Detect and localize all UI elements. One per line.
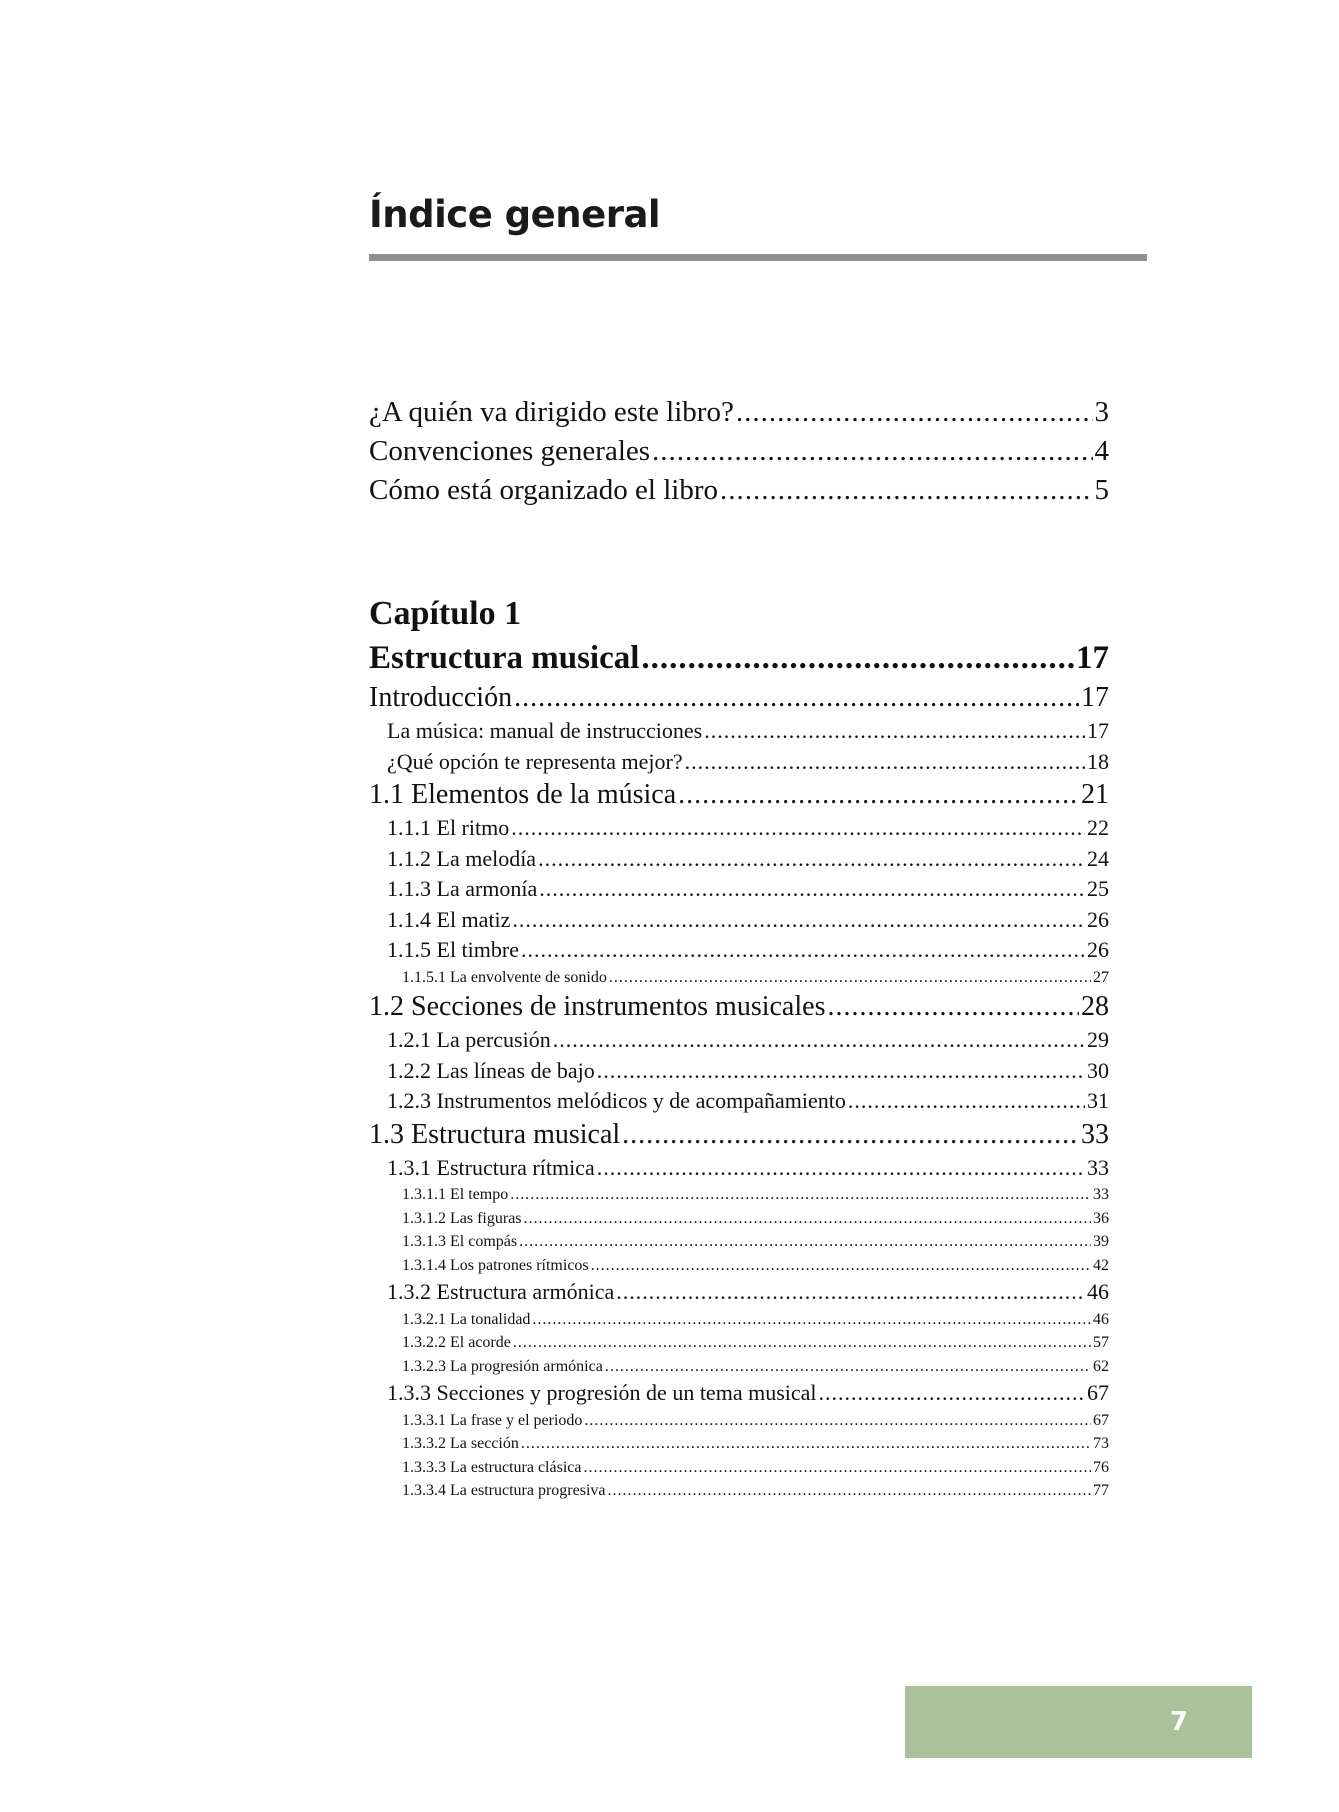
dot-leader (607, 1479, 1091, 1503)
toc-entry-page: 36 (1093, 1209, 1109, 1227)
toc-entry-conventions[interactable] (369, 432, 1109, 471)
toc-entry-page: 17 (1087, 718, 1109, 743)
toc-entry[interactable] (369, 1432, 1109, 1456)
dot-leader (605, 1355, 1091, 1379)
toc-entry-label: 1.3.1.1 El tempo (402, 1186, 509, 1203)
toc-entry-page: 29 (1087, 1027, 1109, 1052)
toc-entry-page: 77 (1093, 1482, 1109, 1499)
dot-leader (720, 471, 1093, 510)
toc-entry-label: 1.1.5 El timbre (387, 937, 519, 962)
toc-entry-page: 31 (1087, 1088, 1109, 1113)
toc-entry[interactable] (369, 1117, 1109, 1153)
toc-entry-page: 27 (1093, 968, 1109, 986)
toc-entry[interactable] (369, 1378, 1109, 1409)
dot-leader (597, 1153, 1085, 1184)
dot-leader (827, 989, 1079, 1025)
toc-entry-page: 33 (1087, 1154, 1109, 1180)
chapter-page: 17 (1076, 640, 1109, 676)
toc-entry[interactable] (369, 680, 1109, 716)
front-matter-list (369, 393, 1109, 510)
toc-entry-page: 26 (1087, 937, 1109, 962)
toc-entry-page: 62 (1093, 1357, 1109, 1375)
dot-leader (521, 935, 1085, 966)
toc-entry-page: 73 (1093, 1435, 1109, 1452)
toc-entry-label: 1.3.1.2 Las figuras (402, 1209, 522, 1227)
dot-leader (685, 747, 1085, 778)
dot-leader (524, 1207, 1091, 1231)
toc-entry[interactable] (369, 1230, 1109, 1254)
toc-entry[interactable] (369, 1254, 1109, 1278)
dot-leader (622, 1117, 1079, 1153)
toc-entry-label: 1.2.2 Las líneas de bajo (387, 1057, 595, 1083)
dot-leader (616, 1277, 1085, 1308)
toc-entry-page: 67 (1087, 1380, 1109, 1405)
toc-entry[interactable] (369, 1025, 1109, 1056)
toc-entry-page: 46 (1093, 1310, 1109, 1328)
toc-entry-chapter-title[interactable] (369, 636, 1109, 680)
toc-entry-label: 1.3.1 Estructura rítmica (387, 1154, 595, 1180)
toc-entry-label: 1.3.3 Secciones y progresión de un tema musical (387, 1380, 817, 1405)
chapter-entries-list (369, 680, 1109, 1503)
toc-entry[interactable] (369, 844, 1109, 875)
toc-entry-page: 25 (1087, 876, 1109, 901)
dot-leader (597, 1056, 1085, 1087)
toc-entry[interactable] (369, 813, 1109, 844)
toc-entry-label: 1.3.1.3 El compás (402, 1233, 518, 1250)
toc-entry[interactable] (369, 1456, 1109, 1480)
toc-entry-page: 22 (1087, 815, 1109, 840)
toc-entry-page: 28 (1081, 991, 1109, 1022)
toc-entry-label: 1.3.1.4 Los patrones rítmicos (402, 1256, 589, 1274)
toc-entry-page: 33 (1093, 1186, 1109, 1203)
toc-entry[interactable] (369, 905, 1109, 936)
dot-leader (704, 716, 1085, 747)
toc-entry-label: 1.2 Secciones de instrumentos musicales (369, 991, 826, 1022)
dot-leader (512, 905, 1085, 936)
toc-entry[interactable] (369, 1479, 1109, 1503)
toc-entry-label: ¿Qué opción te representa mejor? (387, 748, 683, 774)
toc-entry[interactable] (369, 1355, 1109, 1379)
toc-entry-page: 76 (1093, 1458, 1109, 1476)
toc-entry[interactable] (369, 1086, 1109, 1117)
toc-entry-label: 1.3.2.3 La progresión armónica (402, 1357, 603, 1375)
toc-entry[interactable] (369, 966, 1109, 990)
dot-leader (532, 1308, 1091, 1332)
toc-entry-page: 3 (1094, 396, 1109, 428)
toc-entry-label: 1.1.5.1 La envolvente de sonido (402, 968, 607, 986)
toc-entry[interactable] (369, 1409, 1109, 1433)
dot-leader (553, 1025, 1085, 1056)
page-title: Índice general (369, 193, 661, 236)
dot-leader (609, 966, 1091, 990)
dot-leader (511, 813, 1085, 844)
toc-entry-organization[interactable] (369, 471, 1109, 510)
toc-entry-label: La música: manual de instrucciones (387, 718, 703, 743)
toc-entry-label: 1.1.3 La armonía (387, 876, 538, 901)
dot-leader (539, 874, 1085, 905)
dot-leader (819, 1378, 1085, 1409)
toc-entry-page: 26 (1087, 906, 1109, 932)
toc-entry[interactable] (369, 1183, 1109, 1207)
toc-entry-audience[interactable] (369, 393, 1109, 432)
page-number: 7 (1169, 1707, 1188, 1737)
toc-entry-page: 39 (1093, 1233, 1109, 1250)
toc-entry[interactable] (369, 935, 1109, 966)
toc-entry[interactable] (369, 1207, 1109, 1231)
dot-leader (678, 777, 1079, 813)
chapter-number: Capítulo 1 (369, 595, 522, 632)
toc-entry-label: 1.3.3.1 La frase y el periodo (402, 1411, 583, 1429)
title-rule (369, 254, 1147, 261)
dot-leader (652, 432, 1092, 471)
toc-entry[interactable] (369, 1056, 1109, 1087)
dot-leader (538, 844, 1085, 875)
toc-entry-label: 1.3.3.4 La estructura progresiva (402, 1482, 606, 1499)
toc-entry[interactable] (369, 1153, 1109, 1184)
toc-entry[interactable] (369, 716, 1109, 747)
dot-leader (584, 1409, 1091, 1433)
toc-entry[interactable] (369, 777, 1109, 813)
dot-leader (513, 1331, 1091, 1355)
dot-leader (641, 636, 1074, 680)
toc-entry-label: Cómo está organizado el libro (369, 474, 718, 506)
toc-entry-page: 5 (1094, 474, 1109, 506)
toc-entry-page: 21 (1081, 779, 1109, 810)
page-number-box (905, 1686, 1252, 1758)
toc-entry[interactable] (369, 1277, 1109, 1308)
toc-entry-label: 1.3.3.3 La estructura clásica (402, 1458, 582, 1476)
toc-entry-page: 67 (1093, 1411, 1109, 1429)
toc-entry-label: Convenciones generales (369, 435, 651, 467)
toc-entry-label: Introducción (369, 682, 513, 713)
toc-entry[interactable] (369, 1308, 1109, 1332)
dot-leader (591, 1254, 1091, 1278)
toc-entry-label: 1.3.2 Estructura armónica (387, 1279, 615, 1304)
dot-leader (583, 1456, 1091, 1480)
toc-entry-page: 33 (1081, 1118, 1109, 1150)
dot-leader (510, 1183, 1091, 1207)
dot-leader (521, 1432, 1091, 1456)
toc-entry-page: 24 (1087, 845, 1109, 871)
toc-entry-page: 42 (1093, 1256, 1109, 1274)
toc-entry-page: 46 (1087, 1279, 1109, 1304)
toc-entry-label: 1.2.1 La percusión (387, 1027, 551, 1052)
toc-entry-label: 1.1 Elementos de la música (369, 779, 677, 810)
toc-entry-page: 18 (1087, 748, 1109, 774)
toc-entry-label: 1.1.2 La melodía (387, 845, 537, 871)
toc-entry-label: 1.1.4 El matiz (387, 906, 511, 932)
toc-entry-page: 30 (1087, 1057, 1109, 1083)
dot-leader (519, 1230, 1091, 1254)
toc-entry[interactable] (369, 747, 1109, 778)
dot-leader (514, 680, 1079, 716)
toc-entry-label: 1.3 Estructura musical (369, 1118, 621, 1150)
toc-entry-label: 1.1.1 El ritmo (387, 815, 510, 840)
chapter-heading (369, 592, 1109, 680)
toc-entry[interactable] (369, 874, 1109, 905)
toc-entry-label: 1.2.3 Instrumentos melódicos y de acompañamiento (387, 1088, 846, 1113)
toc-entry[interactable] (369, 989, 1109, 1025)
toc-entry-page: 17 (1081, 682, 1109, 713)
toc-entry-page: 4 (1094, 435, 1109, 467)
toc-entry-page: 57 (1093, 1334, 1109, 1351)
toc-entry[interactable] (369, 1331, 1109, 1355)
dot-leader (736, 393, 1093, 432)
dot-leader (848, 1086, 1085, 1117)
chapter-title: Estructura musical (369, 640, 640, 676)
toc-entry-label: 1.3.2.2 El acorde (402, 1334, 511, 1351)
toc-entry-label: 1.3.3.2 La sección (402, 1435, 519, 1452)
toc-entry-label: ¿A quién va dirigido este libro? (369, 396, 734, 428)
toc-entry-label: 1.3.2.1 La tonalidad (402, 1310, 531, 1328)
